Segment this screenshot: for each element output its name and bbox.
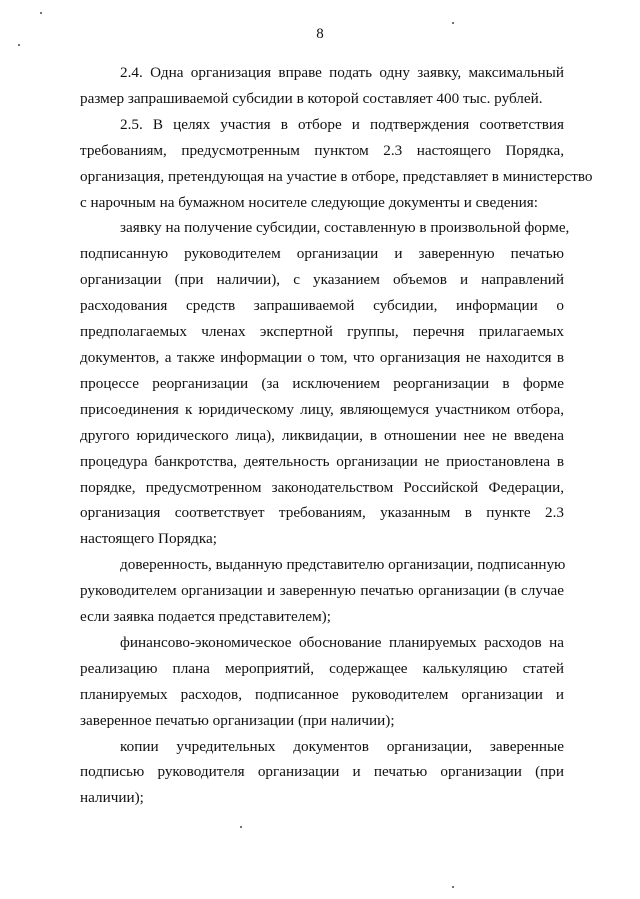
text-line: порядке, предусмотренном законодательством Российской Федерации,: [80, 478, 564, 496]
text-line: предполагаемых членах экспертной группы, перечня прилагаемых: [80, 323, 564, 341]
paragraph-application: [80, 215, 570, 552]
scan-speck: [452, 886, 454, 888]
text-line: организация, претендующая на участие в отборе, представляет в министерство: [80, 167, 593, 185]
text-line: 2.5. В целях участия в отборе и подтверждения соответствия: [120, 115, 564, 133]
paragraph-financial-justification: [80, 630, 564, 734]
text-line: если заявка подается представителем);: [80, 608, 331, 626]
text-line: расходования средств запрашиваемой субсидии, информации о: [80, 297, 564, 315]
text-line: заявку на получение субсидии, составленную в произвольной форме,: [120, 219, 570, 237]
text-line: документов, а также информации о том, что организация не находится в: [80, 348, 564, 366]
text-line: организации (при наличии), с указанием объемов и направлений: [80, 271, 564, 289]
paragraph-power-of-attorney: [80, 552, 564, 630]
text-line: 2.4. Одна организация вправе подать одну заявку, максимальный: [120, 64, 564, 81]
paragraph-2-4: [80, 60, 564, 112]
text-line: доверенность, выданную представителю организации, подписанную: [120, 556, 566, 574]
text-line: наличии);: [80, 789, 144, 807]
text-line: заверенное печатью организации (при наличии);: [80, 711, 395, 729]
text-line: процедура банкротства, деятельность организации не приостановлена в: [80, 452, 564, 470]
page-number: 8: [316, 26, 324, 42]
text-line: руководителем организации и заверенную печатью организации (в случае: [80, 582, 564, 600]
text-line: финансово-экономическое обоснование планируемых расходов на: [120, 633, 564, 651]
text-line: процессе реорганизации (за исключением реорганизации в форме: [80, 374, 564, 392]
text-line: планируемых расходов, подписанное руководителем организации и: [80, 685, 564, 703]
text-line: подписью руководителя организации и печатью организации (при: [80, 763, 564, 781]
text-line: другого юридического лица), ликвидации, в отношении нее не введена: [80, 426, 564, 444]
paragraph-2-5: [80, 112, 593, 216]
text-line: требованиям, предусмотренным пунктом 2.3 настоящего Порядка,: [80, 141, 564, 159]
text-line: с нарочным на бумажном носителе следующие документы и сведения:: [80, 193, 538, 211]
text-line: размер запрашиваемой субсидии в которой составляет 400 тыс. рублей.: [80, 89, 543, 107]
text-line: подписанную руководителем организации и заверенную печатью: [80, 245, 564, 263]
scan-speck: [240, 826, 242, 828]
text-line: копии учредительных документов организации, заверенные: [120, 737, 564, 755]
text-line: реализацию плана мероприятий, содержащее калькуляцию статей: [80, 659, 564, 677]
scan-speck: [40, 12, 42, 14]
scan-speck: [18, 44, 20, 46]
document-body: [80, 60, 593, 811]
paragraph-constituent-documents: [80, 734, 564, 812]
text-line: присоединения к юридическому лицу, являющемуся участником отбора,: [80, 400, 564, 418]
text-line: настоящего Порядка;: [80, 530, 217, 548]
scan-speck: [452, 22, 454, 24]
text-line: организация соответствует требованиям, указанным в пункте 2.3: [80, 504, 564, 522]
